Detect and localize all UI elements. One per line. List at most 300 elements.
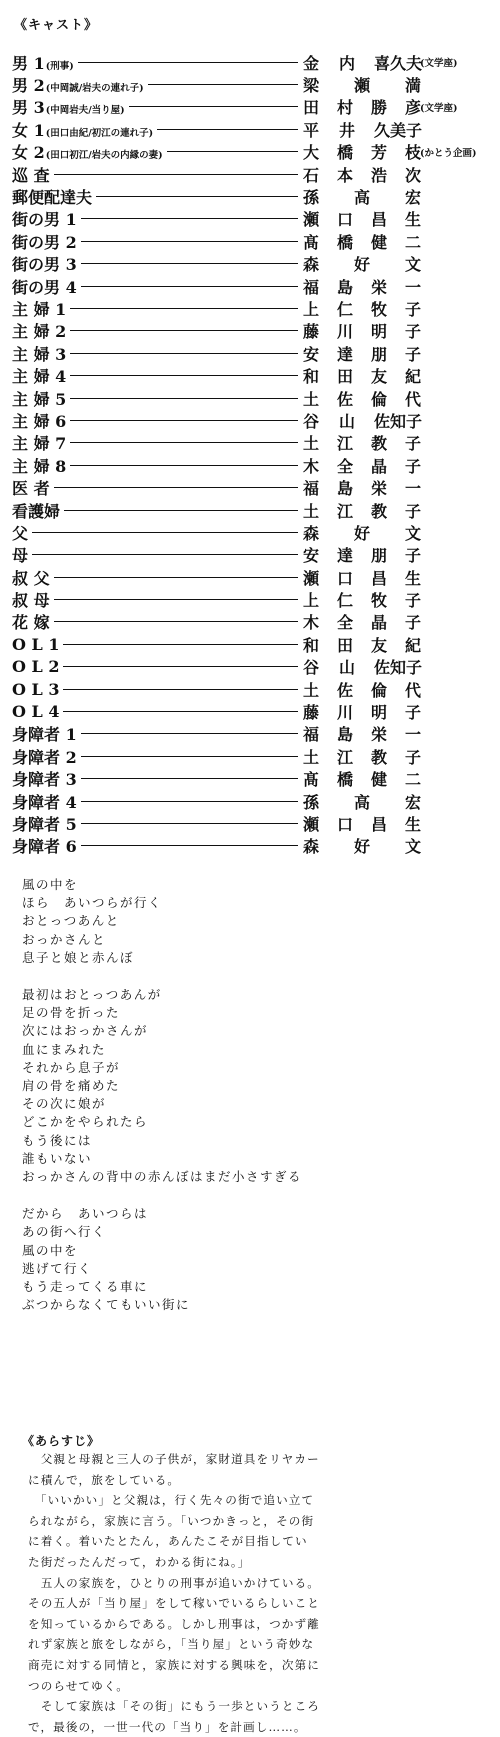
- synopsis-line: 五人の家族を，ひとりの刑事が追いかけている。: [28, 1575, 320, 1590]
- cast-role-name: 叔 母: [12, 591, 50, 611]
- poem-line: 風の中を: [22, 1242, 79, 1258]
- actor-name-part: 髙: [302, 770, 319, 790]
- cast-role-name: 医 者: [12, 479, 50, 499]
- cast-role-name: 男 1: [12, 53, 45, 73]
- cast-actor: [302, 387, 422, 410]
- cast-role: [12, 51, 74, 74]
- actor-name-part: 生: [404, 568, 421, 588]
- cast-row: [12, 745, 422, 767]
- cast-actor: [302, 319, 422, 342]
- actor-name-part: 橋: [336, 143, 353, 163]
- cast-role: [12, 252, 77, 275]
- actor-name-part: 友: [370, 635, 387, 655]
- dash-leader: [70, 465, 298, 466]
- actor-name-part: 島: [336, 725, 353, 745]
- actor-name-part: 江: [336, 747, 353, 767]
- poem-stanza: [22, 1205, 422, 1314]
- synopsis-line: を知っているからである。しかし刑事は，つかず離: [28, 1616, 320, 1631]
- actor-name-part: 文: [404, 255, 421, 275]
- cast-role: [12, 409, 66, 432]
- dash-leader: [54, 621, 298, 622]
- cast-role-name: 主 婦 6: [12, 411, 67, 431]
- actor-name-part: 橋: [336, 770, 353, 790]
- actor-name-part: 牧: [370, 300, 387, 319]
- actor-name-part: 昌: [370, 568, 387, 588]
- cast-row: [12, 141, 477, 163]
- cast-role-name: 街の男 4: [12, 277, 77, 297]
- dash-leader: [63, 666, 298, 667]
- cast-actor: [302, 73, 422, 96]
- cast-role: [12, 73, 144, 96]
- actor-name-part: 佐知子: [373, 411, 422, 431]
- actor-name-part: 土: [302, 747, 319, 767]
- cast-actor: [302, 476, 422, 499]
- cast-row: [12, 230, 422, 252]
- actor-name-part: 江: [336, 501, 353, 521]
- dash-leader: [148, 84, 298, 85]
- actor-name-part: 本: [336, 165, 353, 185]
- actor-name-part: 明: [370, 703, 387, 723]
- actor-name-part: 好: [353, 837, 370, 857]
- actor-name-part: 好: [353, 523, 370, 543]
- cast-role: [12, 680, 59, 699]
- poem-line: それから息子が: [22, 1059, 121, 1075]
- cast-role: [12, 588, 50, 611]
- cast-role-name: O L 3: [12, 679, 60, 699]
- cast-actor: [302, 521, 422, 544]
- cast-role: [12, 521, 28, 544]
- actor-name-part: 紀: [404, 635, 421, 655]
- actor-name-part: 教: [370, 501, 387, 521]
- cast-role-name: 身障者 2: [12, 747, 77, 767]
- actor-name-part: 二: [404, 232, 421, 252]
- cast-role-name: 花 嫁: [12, 613, 50, 633]
- actor-name-part: 子: [404, 501, 421, 521]
- cast-role: [12, 387, 66, 410]
- cast-row: [12, 790, 422, 812]
- cast-role-name: 女 1: [12, 120, 45, 140]
- cast-actor: [302, 454, 422, 477]
- actor-name-part: 二: [404, 770, 421, 790]
- actor-name-part: 芳: [370, 143, 387, 163]
- actor-name-part: 瀬: [302, 568, 319, 588]
- cast-role: [12, 95, 125, 118]
- cast-row: [12, 320, 422, 342]
- cast-row: [12, 812, 422, 834]
- cast-role: [12, 657, 59, 676]
- actor-name-part: 子: [404, 456, 421, 476]
- poem-stanza: [22, 986, 422, 1186]
- actor-name-part: 上: [302, 300, 319, 319]
- cast-row: [12, 544, 422, 566]
- cast-role: [12, 543, 28, 566]
- cast-row: [12, 633, 422, 655]
- cast-actor: [302, 252, 422, 275]
- dash-leader: [70, 420, 298, 421]
- cast-role: [12, 767, 77, 790]
- cast-actor: [302, 275, 422, 298]
- cast-actor: [302, 790, 422, 813]
- cast-actor: [302, 297, 422, 320]
- cast-row: [12, 678, 422, 700]
- cast-role-name: 主 婦 7: [12, 434, 67, 454]
- poem-line: もう走ってくる車に: [22, 1279, 149, 1295]
- cast-row: [12, 275, 422, 297]
- cast-row: [12, 700, 422, 722]
- cast-role: [12, 702, 59, 721]
- actor-name-part: 子: [404, 591, 421, 611]
- actor-name-part: 宏: [404, 792, 421, 812]
- cast-role-name: O L 1: [12, 634, 60, 654]
- actor-name-part: 久美子: [373, 120, 422, 140]
- dash-leader: [70, 353, 298, 354]
- actor-name-part: 栄: [370, 479, 387, 499]
- poem-line: その次に娘が: [22, 1096, 107, 1112]
- poem-line: 最初はおとっつあんが: [22, 987, 162, 1003]
- cast-row: [12, 476, 422, 498]
- poem-line: ぶつからなくてもいい街に: [22, 1297, 191, 1313]
- cast-row: [12, 387, 422, 409]
- actor-name-part: 安: [302, 344, 319, 364]
- cast-list: [12, 51, 477, 857]
- cast-role-name: 父: [12, 523, 29, 543]
- cast-role: [12, 275, 77, 298]
- dash-leader: [81, 756, 298, 757]
- actor-name-part: 栄: [370, 277, 387, 297]
- cast-role-name: 男 3: [12, 98, 45, 118]
- actor-name-part: 明: [370, 322, 387, 342]
- synopsis-line: 父親と母親と三人の子供が，家財道具をリヤカー: [28, 1452, 320, 1466]
- cast-role-note: (中岡岩夫/当り屋): [45, 105, 125, 117]
- cast-actor: [302, 140, 422, 163]
- actor-name-part: 枝: [404, 143, 421, 163]
- synopsis-line: つのらせてゆく。: [28, 1678, 129, 1693]
- dash-leader: [96, 196, 298, 197]
- dash-leader: [129, 106, 298, 107]
- cast-row: [12, 432, 422, 454]
- actor-name-part: 土: [302, 434, 319, 454]
- poem-line: ほら あいつらが行く: [22, 895, 163, 911]
- dash-leader: [32, 554, 298, 555]
- poem-line: おっかさんと: [22, 931, 107, 947]
- actor-name-part: 仁: [336, 591, 353, 611]
- cast-role: [12, 207, 77, 230]
- cast-actor: [302, 722, 422, 745]
- cast-role: [12, 790, 77, 813]
- cast-role: [12, 745, 77, 768]
- actor-name-part: 木: [302, 613, 319, 633]
- cast-row: [12, 566, 422, 588]
- poem-stanza: [22, 876, 422, 967]
- cast-actor: [302, 566, 422, 589]
- cast-actor: [302, 499, 422, 522]
- actor-name-part: 川: [336, 322, 353, 342]
- cast-actor: [302, 51, 422, 74]
- actor-name-part: 田: [302, 98, 319, 118]
- actor-name-part: 倫: [370, 389, 387, 409]
- cast-role-note: (中岡誠/岩夫の連れ子): [45, 83, 144, 95]
- cast-role: [12, 499, 60, 522]
- actor-name-part: 森: [302, 837, 319, 857]
- actor-name-part: 谷: [302, 411, 319, 431]
- actor-name-part: 宏: [404, 188, 421, 208]
- dash-leader: [70, 442, 298, 443]
- cast-row: [12, 96, 458, 118]
- cast-role-name: 郵便配達夫: [12, 188, 93, 208]
- actor-name-part: 口: [336, 814, 353, 834]
- cast-role: [12, 476, 50, 499]
- actor-name-part: 土: [302, 501, 319, 521]
- cast-role: [12, 163, 50, 186]
- actor-name-part: 子: [404, 546, 421, 566]
- cast-heading: 《キャスト》: [14, 18, 99, 33]
- cast-actor: [302, 543, 422, 566]
- actor-name-part: 一: [404, 725, 421, 745]
- actor-name-part: 佐: [336, 389, 353, 409]
- cast-row: [12, 409, 422, 431]
- cast-row: [12, 454, 422, 476]
- poem-line: あの街へ行く: [22, 1224, 107, 1240]
- poem-line: どこかをやられたら: [22, 1114, 149, 1130]
- cast-affiliation: (かとう企画): [420, 147, 477, 159]
- actor-name-part: 代: [404, 389, 421, 409]
- dash-leader: [81, 241, 298, 242]
- actor-name-part: 一: [404, 277, 421, 297]
- cast-actor: [302, 610, 422, 633]
- cast-role-name: 主 婦 1: [12, 300, 67, 319]
- actor-name-part: 福: [302, 725, 319, 745]
- actor-name-part: 梁: [302, 76, 319, 96]
- dash-leader: [81, 801, 298, 802]
- cast-role: [12, 118, 153, 141]
- actor-name-part: 次: [404, 165, 421, 185]
- dash-leader: [70, 308, 298, 309]
- actor-name-part: 教: [370, 747, 387, 767]
- cast-row: [12, 73, 422, 95]
- actor-name-part: 山: [338, 658, 355, 678]
- cast-actor: [302, 745, 422, 768]
- cast-row: [12, 297, 422, 319]
- synopsis-line: れず家族と旅をしながら，「当り屋」という奇妙な: [28, 1637, 315, 1652]
- dash-leader: [70, 398, 298, 399]
- cast-role: [12, 635, 59, 654]
- actor-name-part: 福: [302, 277, 319, 297]
- cast-row: [12, 499, 422, 521]
- actor-name-part: 上: [302, 591, 319, 611]
- poem-line: おとっつあんと: [22, 913, 120, 929]
- cast-role: [12, 230, 77, 253]
- synopsis-line: 商売に対する同情と，家族に対する興味を，次第に: [28, 1657, 320, 1672]
- cast-role-note: (田口由紀/初江の連れ子): [45, 127, 154, 139]
- actor-name-part: 土: [302, 389, 319, 409]
- actor-name-part: 仁: [336, 300, 353, 319]
- cast-row: [12, 656, 422, 678]
- cast-role: [12, 812, 77, 835]
- synopsis-line: その五人が「当り屋」をして稼いでいるらしいこと: [28, 1596, 320, 1611]
- actor-name-part: 高: [353, 188, 370, 208]
- cast-row: [12, 835, 422, 857]
- actor-name-part: 藤: [302, 703, 319, 723]
- actor-name-part: 川: [336, 703, 353, 723]
- synopsis-text: [28, 1449, 358, 1737]
- poem: [22, 876, 422, 1333]
- actor-name-part: 達: [336, 344, 353, 364]
- dash-leader: [63, 689, 298, 690]
- actor-name-part: 健: [370, 770, 387, 790]
- actor-name-part: 和: [302, 367, 319, 387]
- cast-actor: [302, 588, 422, 611]
- actor-name-part: 朋: [370, 344, 387, 364]
- cast-role-name: O L 2: [12, 657, 60, 677]
- cast-row: [12, 364, 422, 386]
- cast-actor: [302, 163, 422, 186]
- cast-role-name: 街の男 1: [12, 210, 77, 230]
- cast-row: [12, 521, 422, 543]
- dash-leader: [78, 62, 298, 63]
- synopsis-line: られながら，家族に言う。「いつかきっと，その街: [28, 1513, 315, 1528]
- actor-name-part: 喜久夫: [373, 53, 422, 73]
- actor-name-part: 島: [336, 479, 353, 499]
- synopsis-line: に積んで，旅をしている。: [28, 1472, 181, 1487]
- actor-name-part: 子: [404, 300, 421, 319]
- actor-name-part: 森: [302, 523, 319, 543]
- actor-name-part: 高: [353, 792, 370, 812]
- dash-leader: [81, 845, 298, 846]
- cast-role: [12, 297, 66, 320]
- dash-leader: [81, 286, 298, 287]
- actor-name-part: 島: [336, 277, 353, 297]
- actor-name-part: 田: [336, 635, 353, 655]
- actor-name-part: 大: [302, 143, 319, 163]
- cast-actor: [302, 678, 422, 701]
- cast-role-name: 叔 父: [12, 568, 50, 588]
- cast-role: [12, 431, 66, 454]
- poem-line: だから あいつらは: [22, 1206, 149, 1222]
- cast-affiliation: (文学座): [420, 58, 458, 70]
- actor-name-part: 牧: [370, 591, 387, 611]
- actor-name-part: 子: [404, 434, 421, 454]
- dash-leader: [70, 330, 298, 331]
- cast-actor: [302, 118, 422, 141]
- actor-name-part: 生: [404, 814, 421, 834]
- dash-leader: [64, 510, 298, 511]
- cast-role-name: 主 婦 3: [12, 344, 67, 364]
- cast-row: [12, 118, 422, 140]
- dash-leader: [54, 174, 298, 175]
- synopsis-heading: 《あらすじ》: [22, 1434, 101, 1448]
- dash-leader: [167, 151, 298, 152]
- synopsis-line: た街だったんだって，わかる街にね。」: [28, 1554, 251, 1569]
- actor-name-part: 彦: [404, 98, 421, 118]
- dash-leader: [54, 599, 298, 600]
- cast-actor: [302, 230, 422, 253]
- actor-name-part: 平: [302, 120, 319, 140]
- actor-name-part: 瀬: [302, 210, 319, 230]
- poem-line: 次にはおっかさんが: [22, 1023, 149, 1039]
- poem-line: 肩の骨を痛めた: [22, 1078, 121, 1094]
- actor-name-part: 晶: [370, 613, 387, 633]
- actor-name-part: 石: [302, 165, 319, 185]
- actor-name-part: 佐知子: [373, 658, 422, 678]
- actor-name-part: 口: [336, 568, 353, 588]
- cast-actor: [302, 812, 422, 835]
- poem-line: 足の骨を折った: [22, 1005, 121, 1021]
- cast-role-name: 主 婦 4: [12, 367, 67, 387]
- cast-role-note: (田口初江/岩夫の内縁の妻): [45, 150, 163, 162]
- actor-name-part: 口: [336, 210, 353, 230]
- cast-role: [12, 610, 50, 633]
- cast-role: [12, 364, 66, 387]
- actor-name-part: 満: [404, 76, 421, 96]
- cast-role-name: 看護婦: [12, 501, 61, 521]
- cast-role-name: 身障者 4: [12, 792, 77, 812]
- actor-name-part: 土: [302, 680, 319, 700]
- dash-leader: [54, 487, 298, 488]
- cast-role: [12, 342, 66, 365]
- cast-role-name: 母: [12, 546, 29, 566]
- actor-name-part: 子: [404, 322, 421, 342]
- poem-line: 誰もいない: [22, 1150, 93, 1166]
- cast-role-name: 街の男 3: [12, 255, 77, 275]
- actor-name-part: 生: [404, 210, 421, 230]
- dash-leader: [81, 733, 298, 734]
- actor-name-part: 文: [404, 523, 421, 543]
- actor-name-part: 代: [404, 680, 421, 700]
- cast-role-name: 身障者 1: [12, 725, 77, 745]
- cast-row: [12, 51, 458, 73]
- synopsis-line: 「いいかい」と父親は，行く先々の街で追い立て: [28, 1493, 315, 1508]
- synopsis-line: そして家族は「その街」にもう一歩というところ: [28, 1699, 320, 1714]
- cast-role-name: 主 婦 5: [12, 389, 67, 409]
- actor-name-part: 髙: [302, 232, 319, 252]
- cast-role: [12, 140, 163, 163]
- actor-name-part: 子: [404, 344, 421, 364]
- cast-role: [12, 319, 66, 342]
- actor-name-part: 子: [404, 703, 421, 723]
- actor-name-part: 瀬: [302, 814, 319, 834]
- cast-role-name: 街の男 2: [12, 232, 77, 252]
- poem-line: 息子と娘と赤んぼ: [22, 949, 135, 965]
- actor-name-part: 倫: [370, 680, 387, 700]
- cast-actor: [302, 409, 422, 432]
- cast-role-name: 女 2: [12, 143, 45, 163]
- actor-name-part: 浩: [370, 165, 387, 185]
- actor-name-part: 子: [404, 613, 421, 633]
- cast-role-name: 身障者 6: [12, 837, 77, 857]
- cast-role-name: 主 婦 2: [12, 322, 67, 342]
- actor-name-part: 瀬: [353, 76, 370, 96]
- cast-row: [12, 768, 422, 790]
- actor-name-part: 栄: [370, 725, 387, 745]
- cast-actor: [302, 207, 422, 230]
- cast-role-note: (刑事): [45, 60, 74, 72]
- actor-name-part: 山: [338, 411, 355, 431]
- cast-row: [12, 611, 422, 633]
- cast-actor: [302, 767, 422, 790]
- cast-actor: [302, 95, 422, 118]
- actor-name-part: 金: [302, 53, 319, 73]
- dash-leader: [81, 778, 298, 779]
- actor-name-part: 子: [404, 747, 421, 767]
- actor-name-part: 朋: [370, 546, 387, 566]
- cast-role-name: 巡 査: [12, 165, 50, 185]
- actor-name-part: 紀: [404, 367, 421, 387]
- dash-leader: [81, 263, 298, 264]
- actor-name-part: 全: [336, 456, 353, 476]
- dash-leader: [54, 577, 298, 578]
- poem-line: おっかさんの背中の赤んぼはまだ小さすぎる: [22, 1169, 303, 1185]
- actor-name-part: 和: [302, 635, 319, 655]
